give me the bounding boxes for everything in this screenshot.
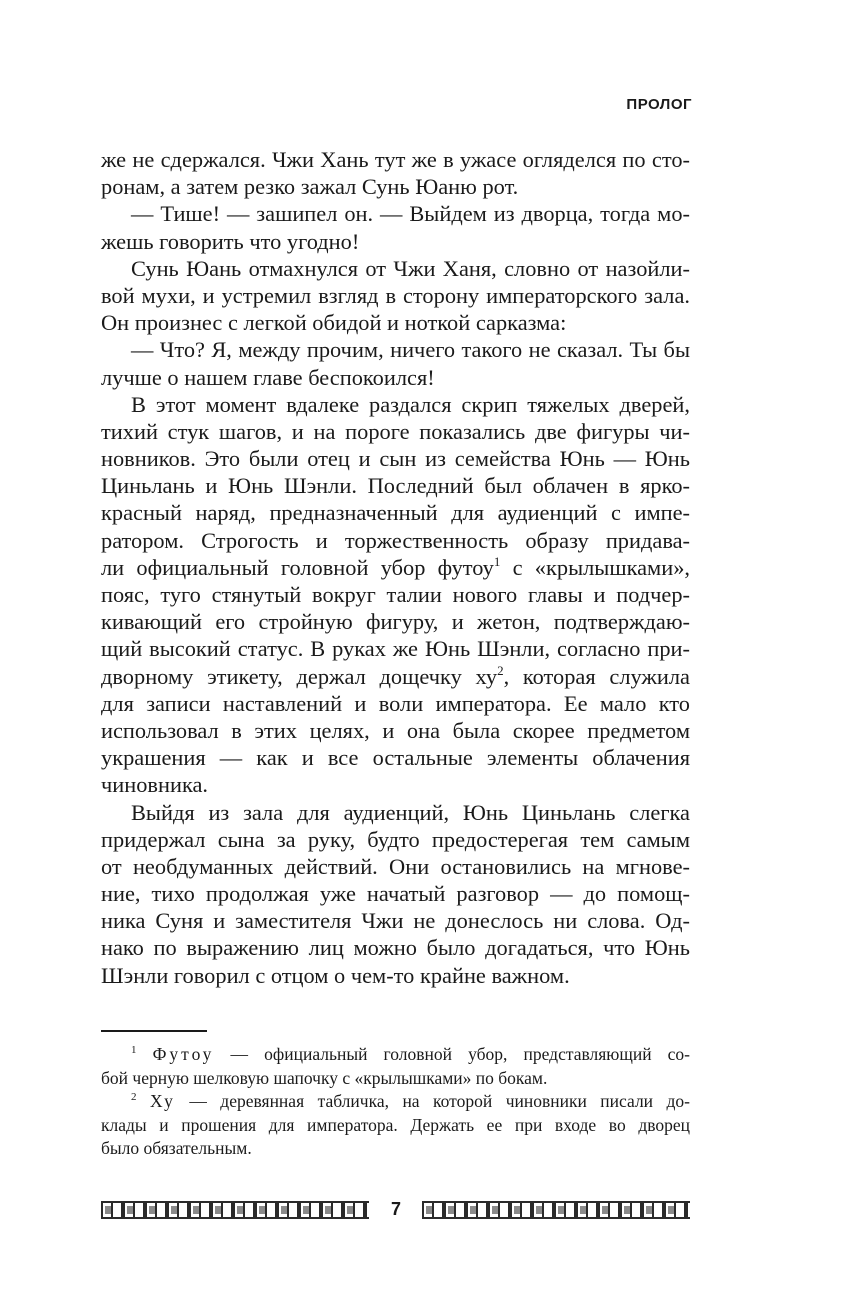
footnote-term: Футоу [152,1044,215,1064]
text-line: кивающий его стройную фигуру, и жетон, подтверждаю- [101,609,690,635]
text-line-with-footnote [101,663,690,690]
text-line-with-footnote [101,554,690,581]
footnote-2 [101,1090,690,1114]
meander-ornament-right [422,1201,690,1219]
text-line: Выйдя из зала для аудиенций, Юнь Циньлань слегка [131,799,690,825]
text-line: ронам, а затем резко зажал Сунь Юаню рот. [101,174,519,200]
text-line: придержал сына за руку, будто предостерегая тем самым [101,826,690,852]
footnote-mark: 2 [131,1091,137,1104]
text-line: ратором. Строгость и торжественность образу придава- [101,527,690,553]
footnote-text: — официальный головной убор, представляющий со- [214,1044,691,1064]
text-line: же не сдержался. Чжи Хань тут же в ужасе огляделся по сто- [101,147,690,172]
text-line: — Что? Я, между прочим, ничего такого не сказал. Ты бы [131,337,690,363]
text-line: от необдуманных действий. Они остановились на мгнове- [101,853,690,879]
footnote-text: — деревянная табличка, на которой чиновники писали до- [175,1091,690,1112]
text-line: пояс, туго стянутый вокруг талии нового главы и подчер- [101,582,690,607]
meander-ornament-left [101,1201,369,1219]
text-line: для записи наставлений и воли императора. Ее мало кто [101,690,690,716]
text-line: ние, тихо продолжая уже начатый разговор — до помощ- [101,881,690,907]
footnote-ref-1[interactable]: 1 [493,553,501,569]
footnote-text: было обязательным. [101,1138,252,1159]
text-line: Он произнес с легкой обидой и ноткой сарказма: [101,310,567,336]
text-fragment: дворному этикету, держал дощечку ху [101,663,498,689]
text-line: чиновника. [101,772,209,798]
text-line: новников. Это были отец и сын из семейства Юнь — Юнь [101,446,690,472]
text-line: нако по выражению лиц можно было догадаться, что Юнь [101,935,690,961]
text-line: Циньлань и Юнь Шэнли. Последний был облачен в ярко- [101,473,690,499]
footnote-1 [101,1043,690,1067]
text-line: Шэнли говорил с отцом о чем-то крайне важном. [101,962,570,988]
text-line: жешь говорить что угодно! [101,228,360,254]
running-header: ПРОЛОГ [626,96,692,113]
footnote-term: Ху [149,1091,176,1112]
text-line: В этот момент вдалеке раздался скрип тяжелых дверей, [131,391,690,417]
footnote-text: бой черную шелковую шапочку с «крылышками» по бокам. [101,1067,548,1088]
main-text [101,146,690,989]
footnote-ref-2[interactable]: 2 [497,662,504,678]
footnote-mark: 1 [131,1044,137,1056]
footnotes [101,1043,690,1161]
footnote-text: клады и прошения для императора. Держать ее при входе во дворец [101,1114,690,1135]
text-line: ника Суня и заместителя Чжи не донеслось ни слова. Од- [101,908,690,934]
text-fragment: , которая служила [503,663,690,689]
text-line: Сунь Юань отмахнулся от Чжи Ханя, словно от назойли- [131,255,690,281]
text-line: украшения — как и все остальные элементы облачения [101,745,690,771]
text-line: красный наряд, предназначенный для аудиенций с импе- [101,500,690,526]
text-line: лучше о нашем главе беспокоился! [101,364,435,390]
footnote-separator [101,1030,207,1032]
text-line: щий высокий статус. В руках же Юнь Шэнли, согласно при- [101,636,690,662]
text-line: тихий стук шагов, и на пороге показались две фигуры чи- [101,418,690,444]
text-line: использовал в этих целях, и она была скорее предметом [101,717,690,743]
text-fragment: с «крылышками», [512,554,690,580]
text-line: — Тише! — зашипел он. — Выйдем из дворца, тогда мо- [131,201,690,227]
text-fragment: ли официальный головной убор футоу [101,554,494,580]
text-line: вой мухи, и устремил взгляд в сторону императорского зала. [101,282,690,308]
page-number: 7 [390,1199,401,1219]
page-footer [101,1199,690,1221]
